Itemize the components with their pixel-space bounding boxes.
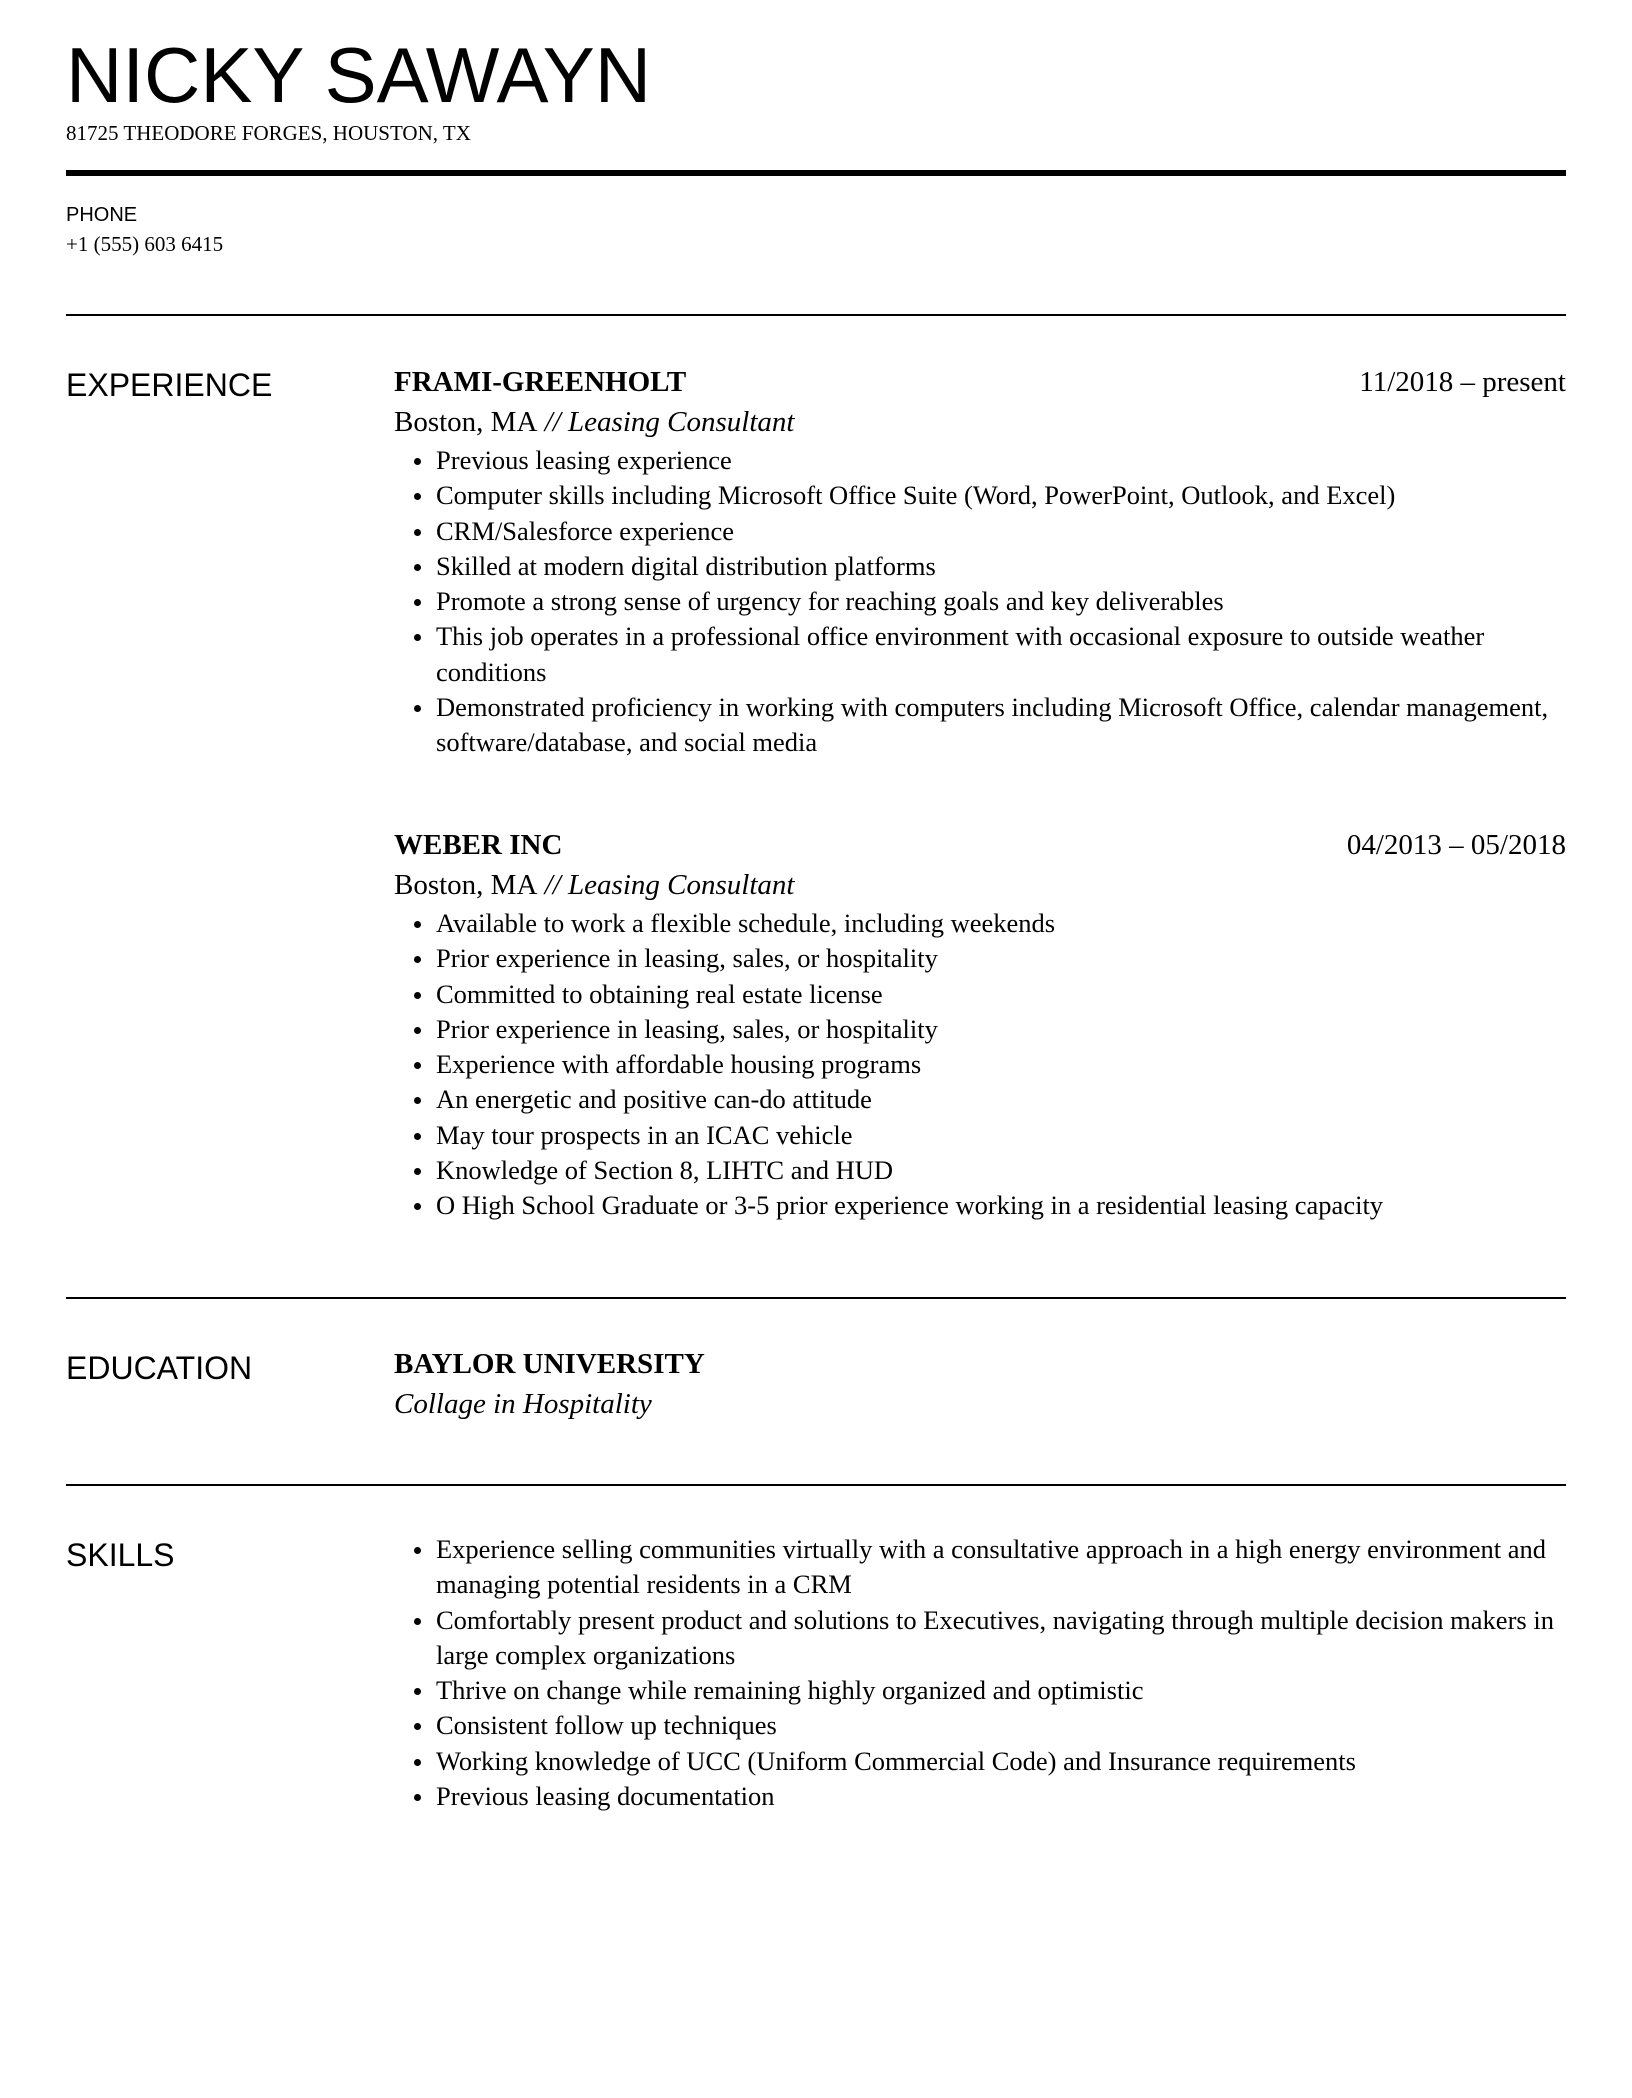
skills-heading: SKILLS — [66, 1537, 175, 1573]
candidate-address: 81725 THEODORE FORGES, HOUSTON, TX — [66, 121, 471, 145]
list-item: O High School Graduate or 3-5 prior experience working in a residential leasing capacity — [394, 1188, 1566, 1223]
job-entry — [394, 362, 1566, 761]
phone-number: +1 (555) 603 6415 — [66, 232, 224, 256]
list-item: Experience selling communities virtually with a consultative approach in a high energy environment and managing potential residents in a CRM — [394, 1532, 1566, 1603]
list-item: May tour prospects in an ICAC vehicle — [394, 1118, 1566, 1153]
job-separator: // — [537, 406, 569, 438]
employment-dates: 04/2013 – 05/2018 — [1346, 829, 1566, 861]
list-item: Computer skills including Microsoft Office Suite (Word, PowerPoint, Outlook, and Excel) — [394, 478, 1566, 513]
education-heading: EDUCATION — [66, 1350, 253, 1386]
section-divider — [66, 1297, 1566, 1299]
job-title: Leasing Consultant — [568, 406, 795, 438]
list-item: Prior experience in leasing, sales, or hospitality — [394, 1012, 1566, 1047]
list-item: CRM/Salesforce experience — [394, 514, 1566, 549]
list-item: Prior experience in leasing, sales, or hospitality — [394, 941, 1566, 976]
job-responsibilities — [394, 443, 1566, 761]
list-item: An energetic and positive can-do attitude — [394, 1082, 1566, 1117]
section-divider — [66, 1484, 1566, 1486]
list-item: Experience with affordable housing programs — [394, 1047, 1566, 1082]
list-item: Working knowledge of UCC (Uniform Commercial Code) and Insurance requirements — [394, 1744, 1566, 1779]
experience-heading: EXPERIENCE — [66, 367, 273, 403]
list-item: Previous leasing documentation — [394, 1779, 1566, 1814]
list-item: Consistent follow up techniques — [394, 1708, 1566, 1743]
experience-section-2 — [394, 825, 1566, 1224]
job-location-title — [394, 402, 1566, 442]
list-item: Available to work a flexible schedule, including weekends — [394, 906, 1566, 941]
phone-label: PHONE — [66, 204, 138, 226]
job-title: Leasing Consultant — [568, 869, 795, 901]
job-location-title — [394, 865, 1566, 905]
list-item: This job operates in a professional office environment with occasional exposure to outside weather conditions — [394, 619, 1566, 690]
experience-section — [394, 362, 1566, 761]
list-item: Skilled at modern digital distribution platforms — [394, 549, 1566, 584]
degree: Collage in Hospitality — [394, 1388, 652, 1420]
list-item: Demonstrated proficiency in working with computers including Microsoft Office, calendar management, software/database, and social media — [394, 690, 1566, 761]
employer-name: WEBER INC — [394, 829, 563, 861]
skills-section — [394, 1532, 1566, 1814]
header-divider — [66, 170, 1566, 176]
list-item: Thrive on change while remaining highly organized and optimistic — [394, 1673, 1566, 1708]
list-item: Previous leasing experience — [394, 443, 1566, 478]
section-divider — [66, 314, 1566, 316]
job-location: Boston, MA — [394, 406, 538, 438]
job-header — [394, 362, 1566, 402]
candidate-name: NICKY SAWAYN — [66, 31, 652, 119]
job-location: Boston, MA — [394, 869, 538, 901]
list-item: Promote a strong sense of urgency for reaching goals and key deliverables — [394, 584, 1566, 619]
skills-list — [394, 1532, 1566, 1814]
school-name: BAYLOR UNIVERSITY — [394, 1348, 705, 1380]
employment-dates: 11/2018 – present — [1359, 366, 1566, 398]
job-entry — [394, 825, 1566, 1224]
education-section — [394, 1344, 1566, 1424]
job-separator: // — [537, 869, 569, 901]
job-header — [394, 825, 1566, 865]
employer-name: FRAMI-GREENHOLT — [394, 366, 687, 398]
list-item: Committed to obtaining real estate license — [394, 977, 1566, 1012]
list-item: Knowledge of Section 8, LIHTC and HUD — [394, 1153, 1566, 1188]
list-item: Comfortably present product and solutions to Executives, navigating through multiple decision makers in large complex organizations — [394, 1603, 1566, 1674]
job-responsibilities — [394, 906, 1566, 1224]
